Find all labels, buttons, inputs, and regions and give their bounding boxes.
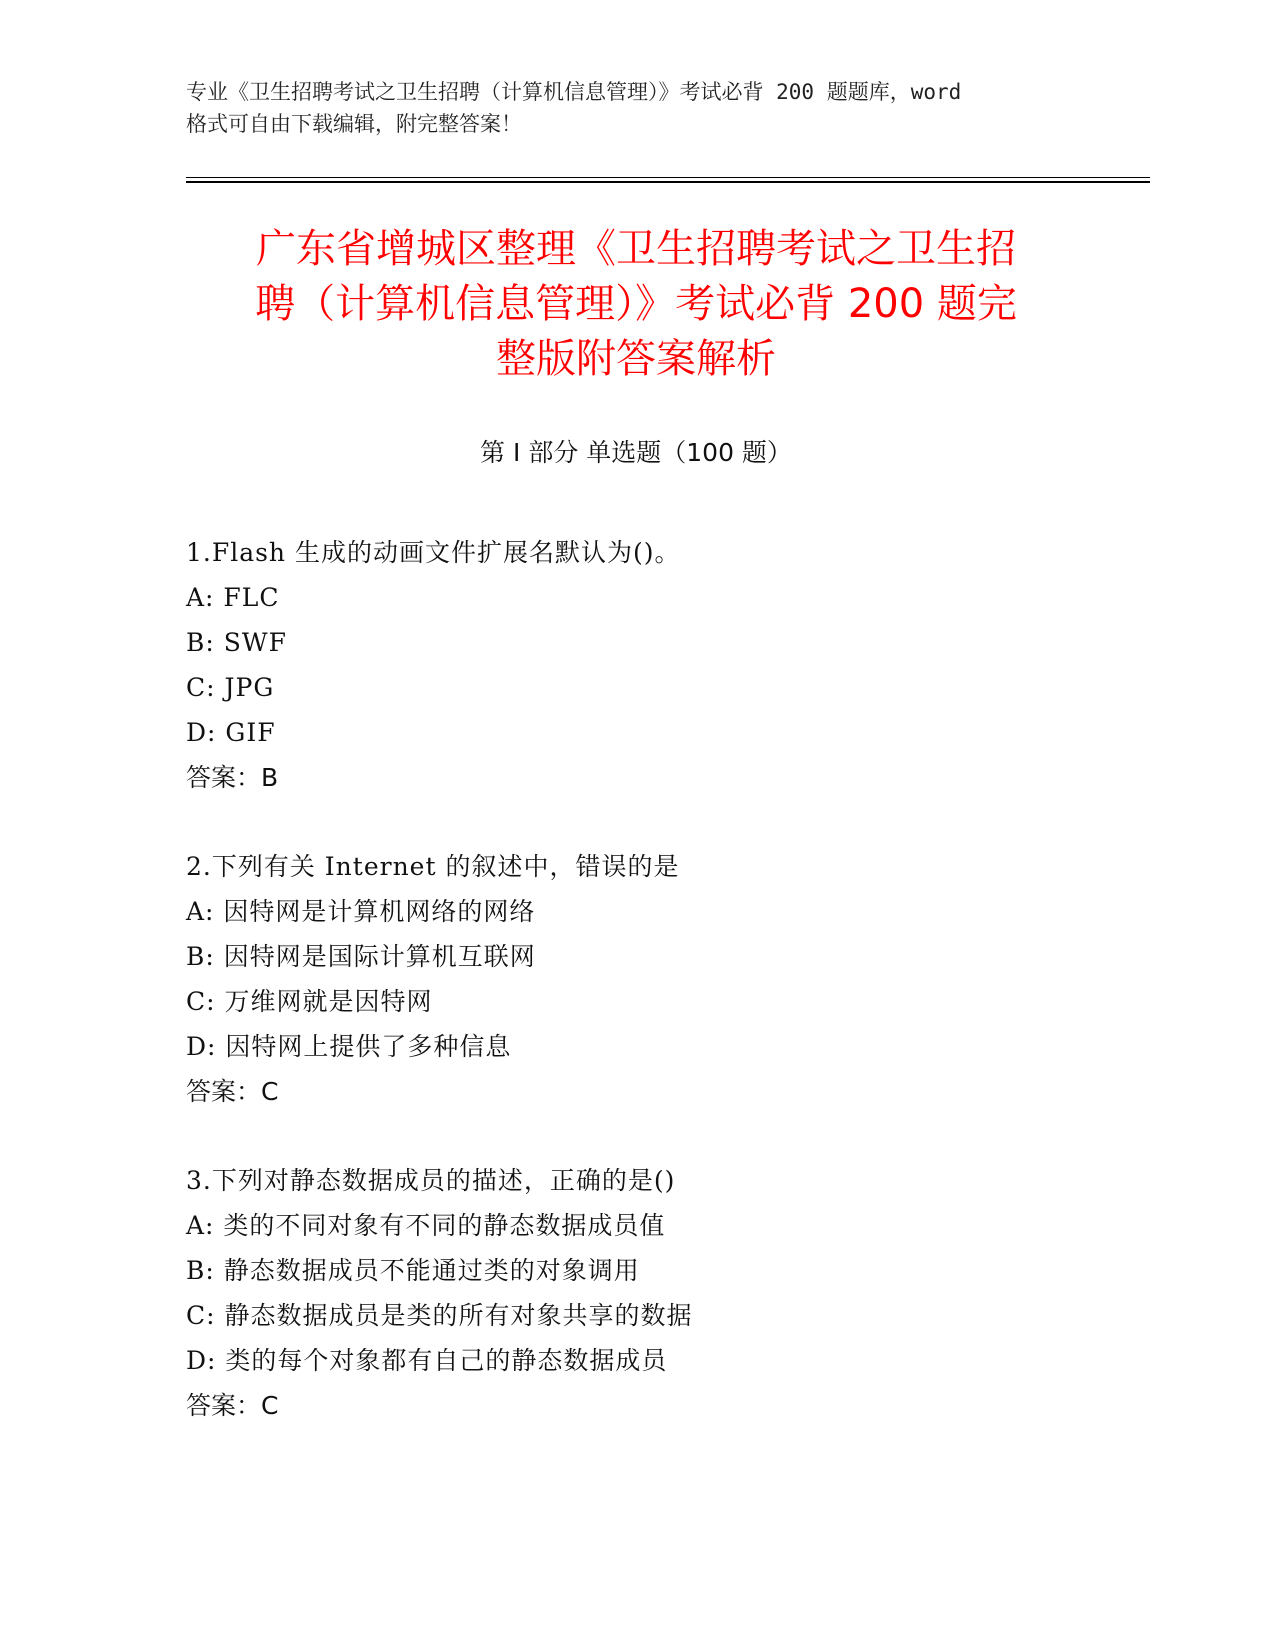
question-option-c: C: 静态数据成员是类的所有对象共享的数据: [186, 1301, 693, 1330]
header-divider-thin: [186, 177, 1150, 178]
question-option-b: B: 因特网是国际计算机互联网: [186, 942, 536, 971]
question-answer: 答案：C: [186, 1391, 279, 1420]
question-option-a: A: 类的不同对象有不同的静态数据成员值: [186, 1211, 666, 1240]
question-answer: 答案：C: [186, 1077, 279, 1106]
intro-text: [186, 76, 1086, 140]
question-item: [186, 844, 1086, 1114]
question-option-b: B: 静态数据成员不能通过类的对象调用: [186, 1256, 640, 1285]
question-option-d: D: GIF: [186, 718, 276, 747]
title-line-1: 广东省增城区整理《卫生招聘考试之卫生招: [256, 226, 1016, 272]
question-list: [186, 530, 1086, 1472]
question-item: [186, 530, 1086, 800]
question-stem: 3.下列对静态数据成员的描述，正确的是(): [186, 1166, 676, 1195]
intro-line-1: 专业《卫生招聘考试之卫生招聘（计算机信息管理）》考试必背 200 题题库，word: [186, 80, 962, 104]
question-option-c: C: 万维网就是因特网: [186, 987, 433, 1016]
question-option-a: A: FLC: [186, 583, 280, 612]
question-answer: 答案：B: [186, 763, 279, 792]
header-divider-thick: [186, 181, 1150, 183]
question-stem: 2.下列有关 Internet 的叙述中，错误的是: [186, 852, 680, 881]
question-stem: 1.Flash 生成的动画文件扩展名默认为()。: [186, 538, 681, 567]
question-option-a: A: 因特网是计算机网络的网络: [186, 897, 536, 926]
title-line-2: 聘（计算机信息管理）》考试必背 200 题完: [255, 281, 1017, 327]
document-title: [186, 222, 1086, 387]
question-option-d: D: 类的每个对象都有自己的静态数据成员: [186, 1346, 668, 1375]
question-option-b: B: SWF: [186, 628, 287, 657]
intro-line-2: 格式可自由下载编辑，附完整答案！: [186, 112, 522, 136]
question-option-c: C: JPG: [186, 673, 275, 702]
question-item: [186, 1158, 1086, 1428]
title-line-3: 整版附答案解析: [496, 336, 776, 382]
question-option-d: D: 因特网上提供了多种信息: [186, 1032, 512, 1061]
section-heading: 第 I 部分 单选题（100 题）: [480, 438, 792, 467]
